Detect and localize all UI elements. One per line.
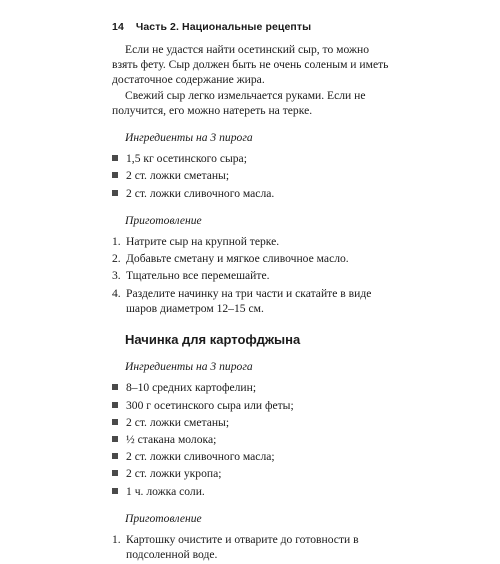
square-bullet-icon	[112, 172, 118, 178]
steps-list	[112, 532, 392, 562]
ingredients-list	[112, 151, 392, 201]
square-bullet-icon	[112, 453, 118, 459]
square-bullet-icon	[112, 419, 118, 425]
list-item: 2 ст. ложки сметаны;	[112, 168, 392, 183]
running-head	[112, 21, 311, 33]
steps-list	[112, 234, 392, 316]
square-bullet-icon	[112, 436, 118, 442]
preparation-heading: Приготовление	[125, 511, 202, 525]
page-body	[112, 42, 392, 564]
square-bullet-icon	[112, 488, 118, 494]
list-item: 2 ст. ложки сметаны;	[112, 415, 392, 430]
ingredients-heading: Ингредиенты на 3 пирога	[125, 360, 253, 374]
list-item: 2 ст. ложки сливочного масла.	[112, 186, 392, 201]
square-bullet-icon	[112, 155, 118, 161]
list-item: 1. Картошку очистите и отварите до готовности в подсоленной воде.	[112, 533, 359, 562]
square-bullet-icon	[112, 384, 118, 390]
ingredients-heading: Ингредиенты на 3 пирога	[125, 131, 253, 145]
section-heading: Начинка для картофджына	[125, 332, 301, 348]
list-item: 4. Разделите начинку на три части и скатайте в виде шаров диаметром 12–15 см.	[112, 286, 372, 315]
list-item: 300 г осетинского сыра или феты;	[112, 398, 392, 413]
running-title: Часть 2. Национальные рецепты	[135, 21, 312, 33]
list-item: 8–10 средних картофелин;	[112, 380, 392, 395]
intro-paragraph: Свежий сыр легко измельчается руками. Если не получится, его можно натереть на терке.	[112, 88, 366, 117]
preparation-heading: Приготовление	[125, 213, 202, 227]
square-bullet-icon	[112, 470, 118, 476]
square-bullet-icon	[112, 190, 118, 196]
list-item: 2 ст. ложки укропа;	[112, 466, 392, 481]
list-item: 1 ч. ложка соли.	[112, 484, 392, 499]
list-item: ½ стакана молока;	[112, 432, 392, 447]
list-item: 2 ст. ложки сливочного масла;	[112, 449, 392, 464]
square-bullet-icon	[112, 402, 118, 408]
intro-paragraph: Если не удастся найти осетинский сыр, то можно взять фету. Сыр должен быть не очень соленым и иметь достаточное содержание жира.	[112, 43, 389, 87]
page-number: 14	[112, 21, 124, 33]
list-item: 3. Тщательно все перемешайте.	[112, 269, 270, 283]
list-item: 1,5 кг осетинского сыра;	[112, 151, 392, 166]
list-item: 1. Натрите сыр на крупной терке.	[112, 235, 280, 249]
list-item: 2. Добавьте сметану и мягкое сливочное масло.	[112, 252, 349, 266]
ingredients-list	[112, 380, 392, 498]
